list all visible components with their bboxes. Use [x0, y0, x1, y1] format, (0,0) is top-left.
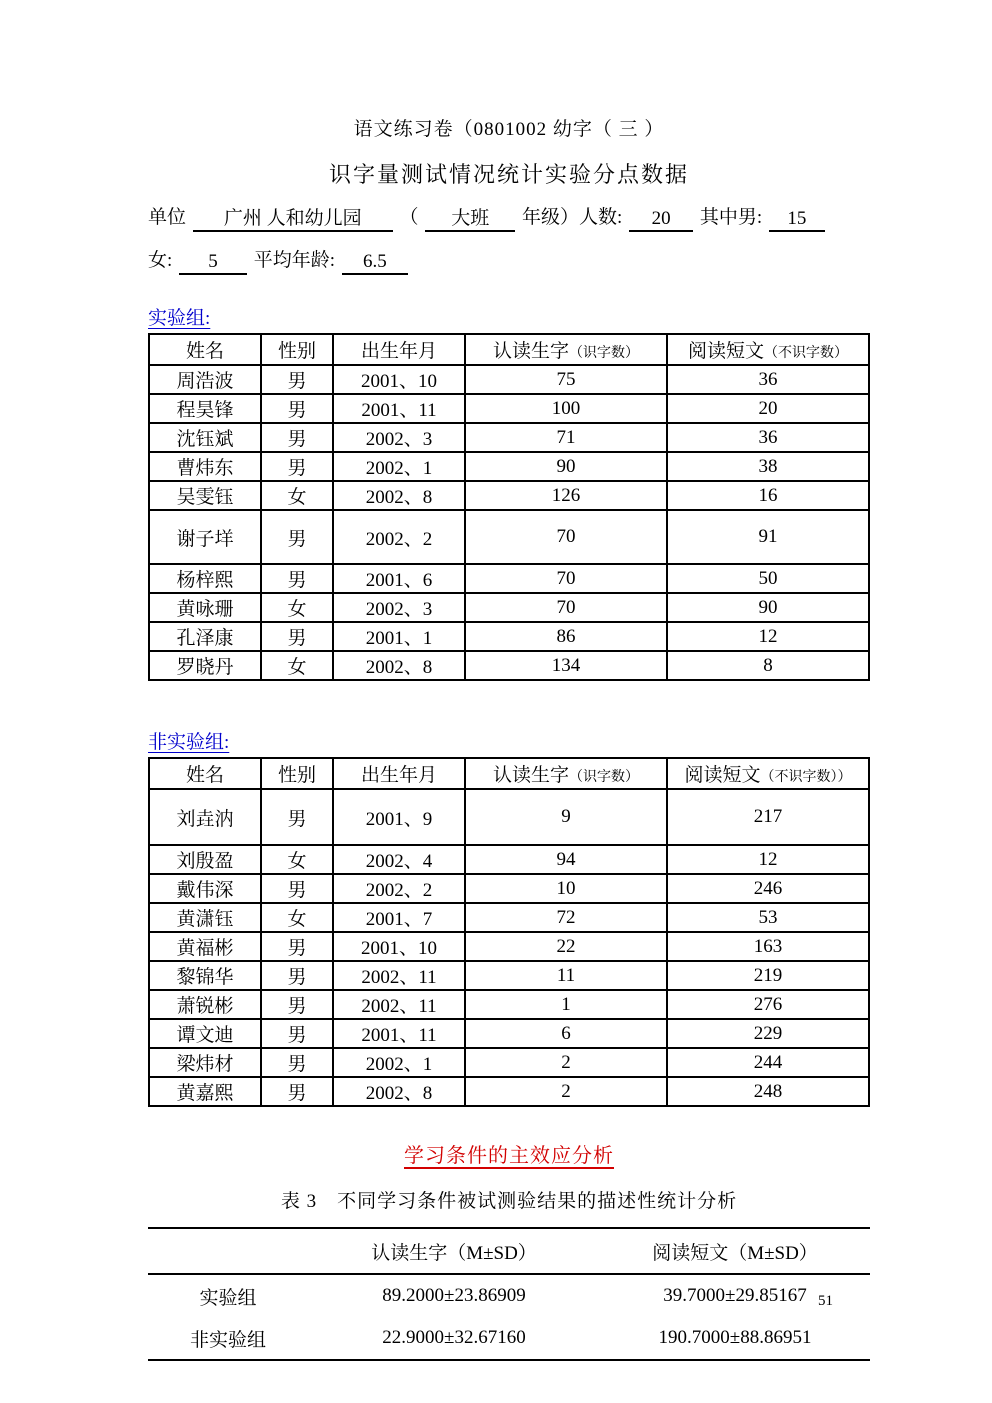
stats-passage-msd: 190.7000±88.86951	[658, 1327, 812, 1348]
student-name: 程昊锋	[149, 394, 261, 423]
student-gender: 女	[261, 593, 333, 622]
student-chars-read: 2	[465, 1077, 667, 1106]
stats-empty-header	[148, 1228, 308, 1274]
student-chars-read: 126	[465, 481, 667, 510]
count-value-blank: 20	[629, 207, 693, 232]
student-name: 萧锐彬	[149, 990, 261, 1019]
student-gender: 男	[261, 1077, 333, 1106]
col-header-birth: 出生年月	[333, 758, 465, 789]
student-passage-unknown: 50	[667, 564, 869, 593]
student-passage-unknown: 38	[667, 452, 869, 481]
student-chars-read: 94	[465, 845, 667, 874]
student-birth: 2002、2	[333, 510, 465, 564]
student-passage-unknown: 248	[667, 1077, 869, 1106]
col-header-passage-sub: （不识字数））	[760, 770, 852, 785]
unit-value-blank: 广州 人和幼儿园	[193, 207, 393, 232]
student-passage-unknown: 20	[667, 394, 869, 423]
student-chars-read: 75	[465, 365, 667, 394]
student-chars-read: 70	[465, 510, 667, 564]
student-chars-read: 100	[465, 394, 667, 423]
student-row	[149, 874, 869, 903]
student-gender: 男	[261, 1048, 333, 1077]
student-row	[149, 903, 869, 932]
student-birth: 2002、8	[333, 1077, 465, 1106]
student-chars-read: 86	[465, 622, 667, 651]
student-row	[149, 481, 869, 510]
student-row	[149, 932, 869, 961]
student-birth: 2001、11	[333, 1019, 465, 1048]
student-birth: 2002、2	[333, 874, 465, 903]
student-passage-unknown: 8	[667, 651, 869, 680]
age-value-blank: 6.5	[342, 250, 408, 275]
student-row	[149, 622, 869, 651]
col-header-passage	[667, 334, 869, 365]
col-header-passage	[667, 758, 869, 789]
student-passage-unknown: 16	[667, 481, 869, 510]
student-gender: 男	[261, 394, 333, 423]
student-passage-unknown: 246	[667, 874, 869, 903]
student-row	[149, 961, 869, 990]
student-name: 谭文迪	[149, 1019, 261, 1048]
student-gender: 女	[261, 903, 333, 932]
student-gender: 男	[261, 874, 333, 903]
exp-group-table	[148, 333, 870, 681]
student-name: 谢子垟	[149, 510, 261, 564]
stats-col-passage: 阅读短文（M±SD）	[600, 1228, 870, 1274]
student-name: 戴伟深	[149, 874, 261, 903]
student-passage-unknown: 276	[667, 990, 869, 1019]
stats-row	[148, 1274, 870, 1317]
student-birth: 2001、1	[333, 622, 465, 651]
student-birth: 2002、11	[333, 961, 465, 990]
student-birth: 2002、4	[333, 845, 465, 874]
student-passage-unknown: 12	[667, 622, 869, 651]
student-name: 曹炜东	[149, 452, 261, 481]
student-chars-read: 70	[465, 593, 667, 622]
student-gender: 男	[261, 622, 333, 651]
student-row	[149, 789, 869, 845]
student-chars-read: 71	[465, 423, 667, 452]
student-gender: 女	[261, 651, 333, 680]
student-birth: 2002、1	[333, 452, 465, 481]
student-name: 吴雯钰	[149, 481, 261, 510]
stats-passage-msd: 39.7000±29.85167	[663, 1285, 807, 1306]
student-chars-read: 11	[465, 961, 667, 990]
nonexp-group-label: 非实验组:	[148, 732, 230, 753]
student-chars-read: 10	[465, 874, 667, 903]
student-chars-read: 2	[465, 1048, 667, 1077]
student-passage-unknown: 36	[667, 423, 869, 452]
student-passage-unknown: 91	[667, 510, 869, 564]
student-birth: 2001、10	[333, 365, 465, 394]
col-header-passage-main: 阅读短文	[687, 341, 764, 362]
student-name: 刘垚汭	[149, 789, 261, 845]
student-birth: 2002、3	[333, 593, 465, 622]
student-chars-read: 6	[465, 1019, 667, 1048]
stats-row	[148, 1317, 870, 1360]
student-gender: 男	[261, 564, 333, 593]
student-row	[149, 1048, 869, 1077]
student-row	[149, 1019, 869, 1048]
student-birth: 2001、7	[333, 903, 465, 932]
col-header-chars-sub: （识字数）	[569, 346, 639, 361]
student-row	[149, 423, 869, 452]
info-line-2	[148, 246, 870, 275]
student-name: 黄咏珊	[149, 593, 261, 622]
student-birth: 2002、11	[333, 990, 465, 1019]
col-header-name: 姓名	[149, 758, 261, 789]
class-value-blank: 大班	[425, 207, 515, 232]
student-birth: 2002、8	[333, 481, 465, 510]
student-row	[149, 564, 869, 593]
col-header-chars	[465, 758, 667, 789]
col-header-name: 姓名	[149, 334, 261, 365]
stats-table	[148, 1227, 870, 1361]
unit-label: 单位	[148, 207, 187, 228]
student-row	[149, 651, 869, 680]
col-header-chars-main: 认读生字	[492, 341, 569, 362]
student-row	[149, 365, 869, 394]
student-gender: 男	[261, 423, 333, 452]
col-header-chars-sub: （识字数）	[569, 770, 639, 785]
document-title: 语文练习卷（0801002 幼字（ 三 ）	[353, 119, 665, 140]
stats-chars-msd: 89.2000±23.86909	[382, 1285, 526, 1306]
nonexp-group-table	[148, 757, 870, 1107]
col-header-birth: 出生年月	[333, 334, 465, 365]
table3-caption: 表 3 不同学习条件被试测验结果的描述性统计分析	[280, 1191, 738, 1212]
student-chars-read: 90	[465, 452, 667, 481]
col-header-gender: 性别	[261, 758, 333, 789]
student-name: 孔泽康	[149, 622, 261, 651]
student-row	[149, 510, 869, 564]
student-gender: 男	[261, 365, 333, 394]
nonexp-table-header-row	[149, 758, 869, 789]
student-name: 梁炜材	[149, 1048, 261, 1077]
student-row	[149, 394, 869, 423]
student-gender: 男	[261, 452, 333, 481]
student-row	[149, 845, 869, 874]
stats-header-row	[148, 1228, 870, 1274]
student-chars-read: 134	[465, 651, 667, 680]
student-name: 杨梓熙	[149, 564, 261, 593]
student-passage-unknown: 53	[667, 903, 869, 932]
age-label: 平均年龄:	[253, 250, 336, 271]
student-gender: 男	[261, 990, 333, 1019]
student-row	[149, 593, 869, 622]
student-passage-unknown: 217	[667, 789, 869, 845]
student-birth: 2002、3	[333, 423, 465, 452]
document-content	[148, 0, 870, 1361]
student-passage-unknown: 229	[667, 1019, 869, 1048]
exp-group-label: 实验组:	[148, 308, 211, 329]
stats-group-name: 实验组	[199, 1287, 257, 1309]
student-gender: 男	[261, 510, 333, 564]
student-passage-unknown: 219	[667, 961, 869, 990]
info-line-1	[148, 203, 870, 232]
col-header-passage-main: 阅读短文	[684, 765, 761, 786]
female-label: 女:	[148, 250, 173, 271]
student-birth: 2001、11	[333, 394, 465, 423]
stats-chars-msd: 22.9000±32.67160	[382, 1327, 526, 1348]
student-chars-read: 70	[465, 564, 667, 593]
student-gender: 女	[261, 481, 333, 510]
student-name: 黄潇钰	[149, 903, 261, 932]
student-birth: 2001、9	[333, 789, 465, 845]
exp-table-header-row	[149, 334, 869, 365]
grade-count-label: 年级）人数:	[522, 207, 623, 228]
student-passage-unknown: 36	[667, 365, 869, 394]
student-row	[149, 452, 869, 481]
student-gender: 男	[261, 789, 333, 845]
student-gender: 男	[261, 961, 333, 990]
analysis-heading: 学习条件的主效应分析	[404, 1145, 614, 1167]
student-birth: 2001、10	[333, 932, 465, 961]
student-chars-read: 22	[465, 932, 667, 961]
student-birth: 2002、1	[333, 1048, 465, 1077]
student-row	[149, 1077, 869, 1106]
student-name: 黄福彬	[149, 932, 261, 961]
student-gender: 男	[261, 932, 333, 961]
student-name: 周浩波	[149, 365, 261, 394]
student-birth: 2002、8	[333, 651, 465, 680]
col-header-chars	[465, 334, 667, 365]
open-paren: （	[399, 207, 419, 228]
stats-col-chars: 认读生字（M±SD）	[308, 1228, 600, 1274]
student-passage-unknown: 244	[667, 1048, 869, 1077]
page-number: 51	[818, 1293, 833, 1309]
col-header-chars-main: 认读生字	[492, 765, 569, 786]
student-name: 黄嘉熙	[149, 1077, 261, 1106]
col-header-passage-sub: （不识字数）	[764, 346, 848, 361]
student-row	[149, 990, 869, 1019]
student-chars-read: 1	[465, 990, 667, 1019]
student-birth: 2001、6	[333, 564, 465, 593]
male-value-blank: 15	[769, 207, 825, 232]
student-chars-read: 9	[465, 789, 667, 845]
student-gender: 女	[261, 845, 333, 874]
student-name: 罗晓丹	[149, 651, 261, 680]
student-name: 黎锦华	[149, 961, 261, 990]
document-subtitle: 识字量测试情况统计实验分点数据	[328, 162, 689, 187]
student-passage-unknown: 90	[667, 593, 869, 622]
student-passage-unknown: 12	[667, 845, 869, 874]
male-label: 其中男:	[699, 207, 763, 228]
student-name: 沈钰斌	[149, 423, 261, 452]
student-gender: 男	[261, 1019, 333, 1048]
stats-group-name: 非实验组	[189, 1329, 266, 1351]
female-value-blank: 5	[179, 250, 247, 275]
student-passage-unknown: 163	[667, 932, 869, 961]
student-chars-read: 72	[465, 903, 667, 932]
col-header-gender: 性别	[261, 334, 333, 365]
student-name: 刘殷盈	[149, 845, 261, 874]
